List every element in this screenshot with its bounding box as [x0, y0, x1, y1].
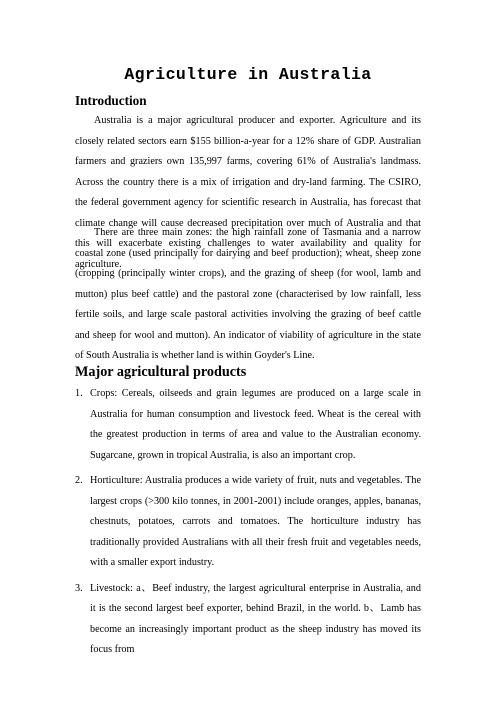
list-number: 3.	[75, 582, 83, 594]
list-item-horticulture	[75, 471, 421, 574]
list-item-text: Livestock: a、Beef industry, the largest agricultural enterprise in Australia, and it is the second largest beef exporter, behind Brazil, in the world. b、Lamb has become an increasingly important product as the sheep industry has moved its focus from	[90, 582, 421, 655]
list-number: 2.	[75, 475, 83, 486]
section-heading-major-products: Major agricultural products	[75, 364, 247, 380]
list-item-text: Crops: Cereals, oilseeds and grain legumes are produced on a large scale in Australia for human consumption and livestock feed. Wheat is the cereal with the greatest production in terms of area and value to the Australian economy. Sugarcane, grown in tropical Australia, is also an important crop.	[90, 388, 421, 461]
introduction-paragraph-2: There are three main zones: the high rainfall zone of Tasmania and a narrow coastal zone (used principally for dairying and beef production); wheat, sheep zone (cropping (principally winter crops), and the grazing of sheep (for wool, lamb and mutton) plus beef cattle) and the pastoral zone (characterised by low rainfall, less fertile soils, and large scale pastoral activities involving the grazing of beef cattle and sheep for wool and mutton). An indicator of viability of agriculture in the state of South Australia is whether land is within Goyder's Line.	[75, 227, 421, 361]
list-item-text: Horticulture: Australia produces a wide variety of fruit, nuts and vegetables. The largest crops (>300 kilo tonnes, in 2001-2001) include oranges, apples, bananas, chestnuts, potatoes, carrots and tomatoes. The horticulture industry has traditionally provided Australians with all their fresh fruit and vegetables needs, with a smaller export industry.	[90, 475, 421, 568]
list-item-livestock	[75, 579, 421, 661]
list-number: 1.	[75, 388, 83, 399]
list-item-crops	[75, 384, 421, 466]
introduction-paragraph-1: Australia is a major agricultural producer and exporter. Agriculture and its closely related sectors earn $155 billion-a-year for a 12% share of GDP. Australian farmers and graziers own 135,997 farms, covering 61% of Australia's landmass. Across the country there is a mix of irrigation and dry-land farming. The CSIRO, the federal government agency for scientific research in Australia, has forecast that climate change will cause decreased precipitation over much of Australia and that this will exacerbate existing challenges to water availability and quality for agriculture.	[75, 115, 421, 270]
major-products-list	[75, 384, 421, 666]
document-title: Agriculture in Australia	[124, 65, 372, 84]
section-heading-introduction: Introduction	[75, 93, 147, 108]
